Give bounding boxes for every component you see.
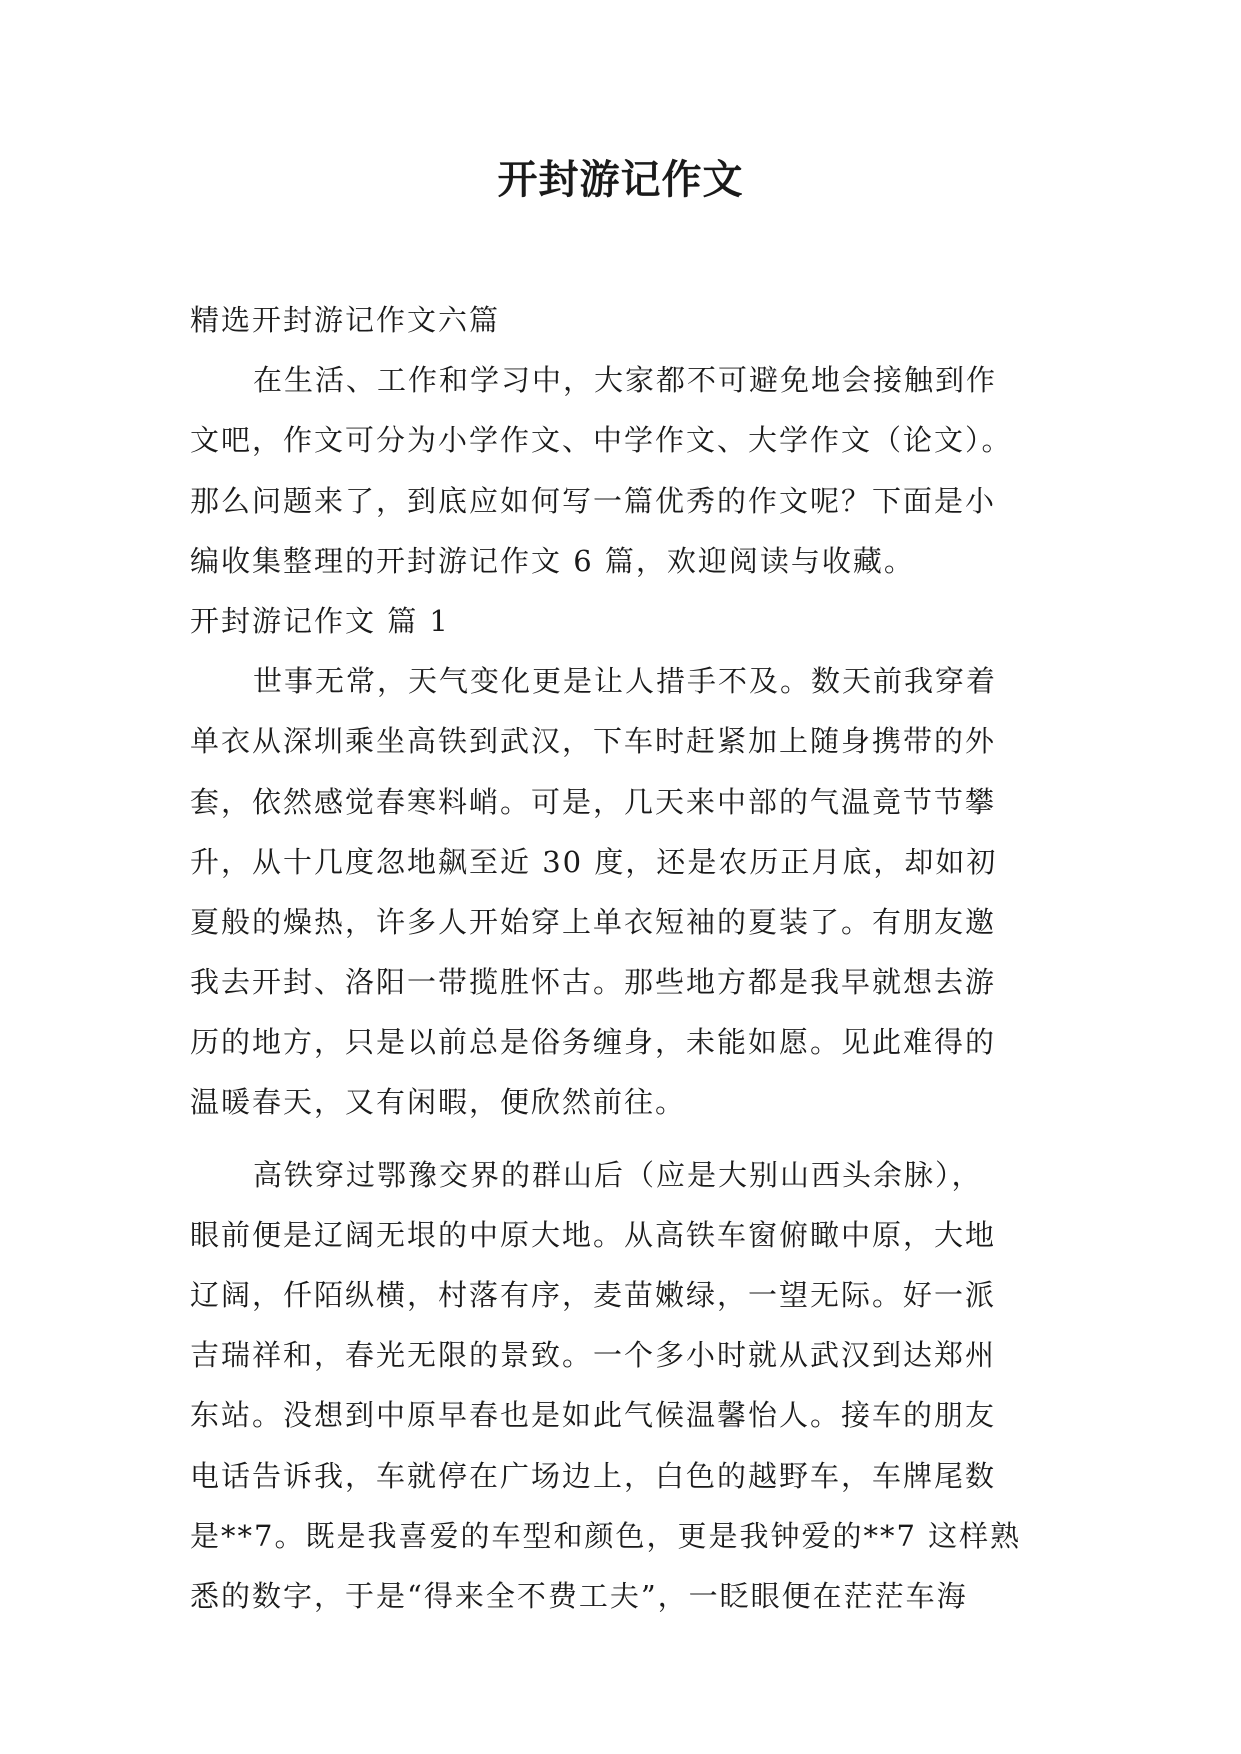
paragraph-1 (190, 651, 1070, 1133)
document-title: 开封游记作文 (497, 156, 744, 203)
text-line: 高铁穿过鄂豫交界的群山后（应是大别山西头余脉）， (253, 1157, 983, 1192)
text-line: 辽阔，仟陌纵横，村落有序，麦苗嫩绿，一望无际。好一派 (190, 1278, 997, 1312)
paragraph-2 (190, 1145, 1070, 1627)
text-line: 历的地方，只是以前总是俗务缠身，未能如愿。见此难得的 (190, 1025, 997, 1060)
text-line: 悉的数字，于是“得来全不费工夫”，一眨眼便在茫茫车海 (190, 1578, 968, 1613)
text-line: 我去开封、洛阳一带揽胜怀古。那些地方都是我早就想去游 (190, 965, 997, 1000)
text-line: 东站。没想到中原早春也是如此气候温馨怡人。接车的朋友 (190, 1398, 997, 1433)
intro-paragraph (190, 350, 1070, 591)
text-line: 那么问题来了，到底应如何写一篇优秀的作文呢？下面是小 (190, 483, 997, 518)
text-line: 眼前便是辽阔无垠的中原大地。从高铁车窗俯瞰中原，大地 (190, 1217, 997, 1252)
document-body (190, 290, 1070, 1626)
text-line: 升，从十几度忽地飙至近 30 度，还是农历正月底，却如初 (190, 844, 998, 879)
text-line: 文吧，作文可分为小学作文、中学作文、大学作文（论文）。 (190, 423, 1013, 458)
text-line: 吉瑞祥和，春光无限的景致。一个多小时就从武汉到达郑州 (190, 1338, 997, 1373)
paragraph-spacer (190, 1133, 1070, 1145)
text-line: 世事无常，天气变化更是让人措手不及。数天前我穿着 (253, 664, 998, 699)
text-line: 电话告诉我，车就停在广场边上，白色的越野车，车牌尾数 (190, 1458, 997, 1493)
subtitle: 精选开封游记作文六篇 (190, 303, 501, 337)
text-line: 温暖春天，又有闲暇，便欣然前往。 (190, 1085, 687, 1120)
text-line: 夏般的燥热，许多人开始穿上单衣短袖的夏装了。有朋友邀 (190, 904, 997, 939)
section-heading: 开封游记作文 篇 1 (190, 603, 450, 638)
text-line: 编收集整理的开封游记作文 6 篇，欢迎阅读与收藏。 (190, 543, 915, 578)
text-line: 是**7。既是我喜爱的车型和颜色，更是我钟爱的**7 这样熟 (190, 1518, 1022, 1553)
text-line: 单衣从深圳乘坐高铁到武汉，下车时赶紧加上随身携带的外 (190, 724, 997, 759)
text-line: 套，依然感觉春寒料峭。可是，几天来中部的气温竟节节攀 (190, 784, 997, 819)
text-line: 在生活、工作和学习中，大家都不可避免地会接触到作 (253, 363, 998, 398)
